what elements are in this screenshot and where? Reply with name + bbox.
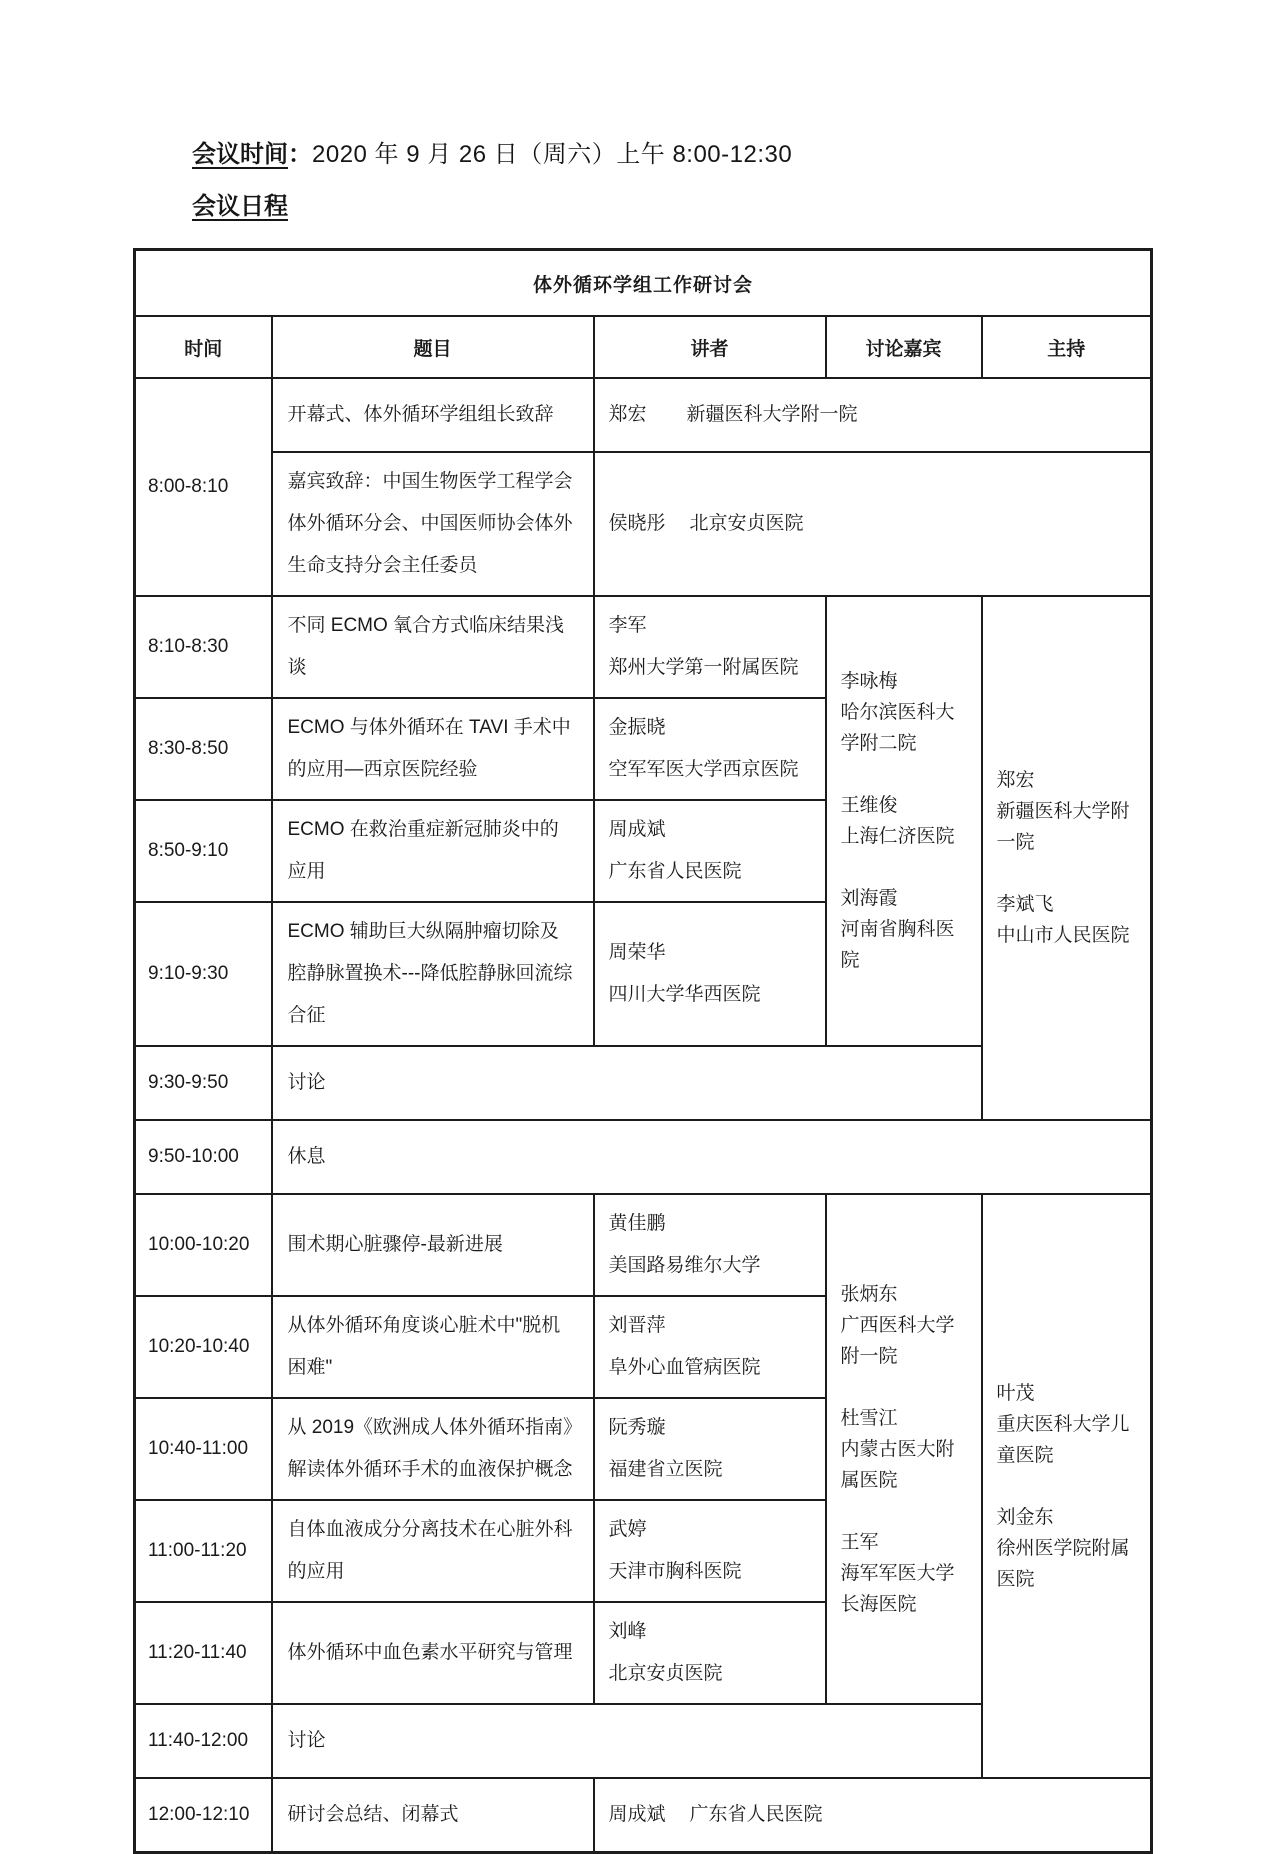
time-cell: 8:50-9:10	[135, 800, 272, 902]
speaker-name: 黄佳鹏	[608, 1213, 666, 1234]
guest-group	[841, 1403, 969, 1496]
topic-cell: 开幕式、体外循环学组组长致辞	[272, 378, 594, 452]
host-name: 郑宏	[996, 770, 1035, 791]
meeting-time-value: 2020 年 9 月 26 日（周六）上午 8:00-12:30	[312, 141, 793, 168]
speaker-name: 刘峰	[608, 1621, 647, 1642]
speaker-name: 刘晋萍	[608, 1315, 666, 1336]
guests-cell	[826, 1194, 982, 1704]
topic-cell: ECMO 在救治重症新冠肺炎中的应用	[272, 800, 594, 902]
time-cell: 8:10-8:30	[135, 596, 272, 698]
meeting-time-colon: ：	[288, 141, 312, 168]
speaker-cell	[594, 902, 826, 1046]
time-cell: 9:30-9:50	[135, 1046, 272, 1120]
speaker-cell	[594, 800, 826, 902]
topic-cell: 围术期心脏骤停-最新进展	[272, 1194, 594, 1296]
speaker-name: 周成斌	[608, 819, 666, 840]
guest-group	[841, 1527, 969, 1620]
time-cell: 11:00-11:20	[135, 1500, 272, 1602]
agenda-label: 会议日程	[192, 193, 288, 220]
table-row-talk	[135, 1194, 1152, 1296]
table-title-row	[135, 250, 1152, 317]
time-cell: 8:30-8:50	[135, 698, 272, 800]
document-headings	[192, 0, 1280, 222]
discussion-cell: 讨论	[272, 1046, 982, 1120]
speaker-cell	[594, 1398, 826, 1500]
table-header-row	[135, 316, 1152, 378]
guest-org: 河南省胸科医院	[840, 919, 955, 971]
speaker-name: 侯晓彤	[608, 513, 666, 534]
speaker-name: 阮秀璇	[608, 1417, 666, 1438]
speaker-name: 武婷	[608, 1519, 647, 1540]
table-row-break	[135, 1120, 1152, 1194]
guest-name: 张炳东	[840, 1283, 898, 1305]
speaker-org: 四川大学华西医院	[608, 984, 761, 1005]
speaker-org: 空军军医大学西京医院	[608, 759, 799, 780]
speaker-org: 天津市胸科医院	[608, 1561, 742, 1582]
speaker-cell	[594, 1296, 826, 1398]
speaker-cell	[594, 1778, 1152, 1853]
table-title: 体外循环学组工作研讨会	[135, 250, 1152, 317]
guest-group	[841, 790, 969, 852]
time-cell: 11:40-12:00	[135, 1704, 272, 1778]
guests-cell	[826, 596, 982, 1046]
time-cell: 11:20-11:40	[135, 1602, 272, 1704]
host-name: 李斌飞	[996, 894, 1054, 915]
speaker-cell	[594, 1500, 826, 1602]
guest-group	[841, 883, 969, 976]
table-row-opening-1	[135, 378, 1152, 452]
host-org: 新疆医科大学附一院	[996, 801, 1130, 853]
topic-cell: ECMO 与体外循环在 TAVI 手术中的应用—西京医院经验	[272, 698, 594, 800]
table-row-talk	[135, 596, 1152, 698]
speaker-org: 福建省立医院	[608, 1459, 723, 1480]
guest-name: 杜雪江	[840, 1407, 898, 1429]
speaker-name: 李军	[608, 615, 647, 636]
guest-org: 哈尔滨医科大学附二院	[840, 702, 955, 754]
col-header-guests: 讨论嘉宾	[826, 316, 982, 378]
guest-name: 王军	[840, 1531, 879, 1553]
speaker-org: 北京安贞医院	[689, 513, 804, 534]
topic-cell: 不同 ECMO 氧合方式临床结果浅谈	[272, 596, 594, 698]
col-header-topic: 题目	[272, 316, 594, 378]
guest-org: 广西医科大学附一院	[840, 1314, 955, 1367]
time-cell: 12:00-12:10	[135, 1778, 272, 1853]
time-cell: 9:10-9:30	[135, 902, 272, 1046]
host-group	[997, 1502, 1137, 1595]
speaker-cell	[594, 452, 1152, 596]
guest-org: 上海仁济医院	[840, 826, 955, 847]
guest-org: 海军军医大学长海医院	[840, 1562, 955, 1615]
time-cell: 10:20-10:40	[135, 1296, 272, 1398]
speaker-name: 金振晓	[608, 717, 666, 738]
speaker-name: 周成斌	[608, 1804, 666, 1825]
agenda-table	[133, 248, 1153, 1854]
agenda-heading-line	[192, 192, 1280, 222]
col-header-time: 时间	[135, 316, 272, 378]
meeting-time-line	[192, 140, 1280, 170]
host-org: 中山市人民医院	[996, 925, 1130, 946]
speaker-org: 北京安贞医院	[608, 1663, 723, 1684]
guest-group	[841, 666, 969, 759]
topic-cell: 研讨会总结、闭幕式	[272, 1778, 594, 1853]
time-cell: 10:40-11:00	[135, 1398, 272, 1500]
host-cell	[982, 596, 1152, 1120]
guest-org: 内蒙古医大附属医院	[840, 1438, 955, 1491]
speaker-cell	[594, 1602, 826, 1704]
meeting-time-label: 会议时间	[192, 141, 288, 168]
host-group	[997, 1378, 1137, 1471]
speaker-org: 郑州大学第一附属医院	[608, 657, 799, 678]
time-cell: 10:00-10:20	[135, 1194, 272, 1296]
guest-name: 李咏梅	[840, 671, 898, 692]
col-header-speaker: 讲者	[594, 316, 826, 378]
speaker-org: 新疆医科大学附一院	[686, 404, 858, 425]
speaker-org: 广东省人民医院	[689, 1804, 823, 1825]
host-group	[997, 889, 1137, 951]
host-org: 重庆医科大学儿童医院	[996, 1413, 1130, 1466]
speaker-org: 广东省人民医院	[608, 861, 742, 882]
topic-cell: 嘉宾致辞：中国生物医学工程学会体外循环分会、中国医师协会体外生命支持分会主任委员	[272, 452, 594, 596]
time-cell: 9:50-10:00	[135, 1120, 272, 1194]
guest-name: 王维俊	[840, 795, 898, 816]
speaker-org: 阜外心血管病医院	[608, 1357, 761, 1378]
speaker-cell	[594, 1194, 826, 1296]
speaker-name: 周荣华	[608, 942, 666, 963]
host-cell	[982, 1194, 1152, 1778]
topic-cell: 从 2019《欧洲成人体外循环指南》解读体外循环手术的血液保护概念	[272, 1398, 594, 1500]
topic-cell: 体外循环中血色素水平研究与管理	[272, 1602, 594, 1704]
speaker-org: 美国路易维尔大学	[608, 1255, 761, 1276]
topic-cell: 从体外循环角度谈心脏术中"脱机困难"	[272, 1296, 594, 1398]
host-group	[997, 765, 1137, 858]
speaker-name: 郑宏	[608, 404, 647, 425]
col-header-host: 主持	[982, 316, 1152, 378]
speaker-cell	[594, 378, 1152, 452]
guest-name: 刘海霞	[840, 888, 898, 909]
host-name: 刘金东	[996, 1506, 1054, 1528]
host-org: 徐州医学院附属医院	[996, 1537, 1130, 1590]
host-name: 叶茂	[996, 1382, 1035, 1404]
speaker-cell	[594, 596, 826, 698]
discussion-cell: 讨论	[272, 1704, 982, 1778]
speaker-cell	[594, 698, 826, 800]
table-row-opening-2	[135, 452, 1152, 596]
topic-cell: 自体血液成分分离技术在心脏外科的应用	[272, 1500, 594, 1602]
break-cell: 休息	[272, 1120, 1152, 1194]
table-row-closing	[135, 1778, 1152, 1853]
topic-cell: ECMO 辅助巨大纵隔肿瘤切除及腔静脉置换术---降低腔静脉回流综合征	[272, 902, 594, 1046]
guest-group	[841, 1279, 969, 1372]
time-cell: 8:00-8:10	[135, 378, 272, 596]
